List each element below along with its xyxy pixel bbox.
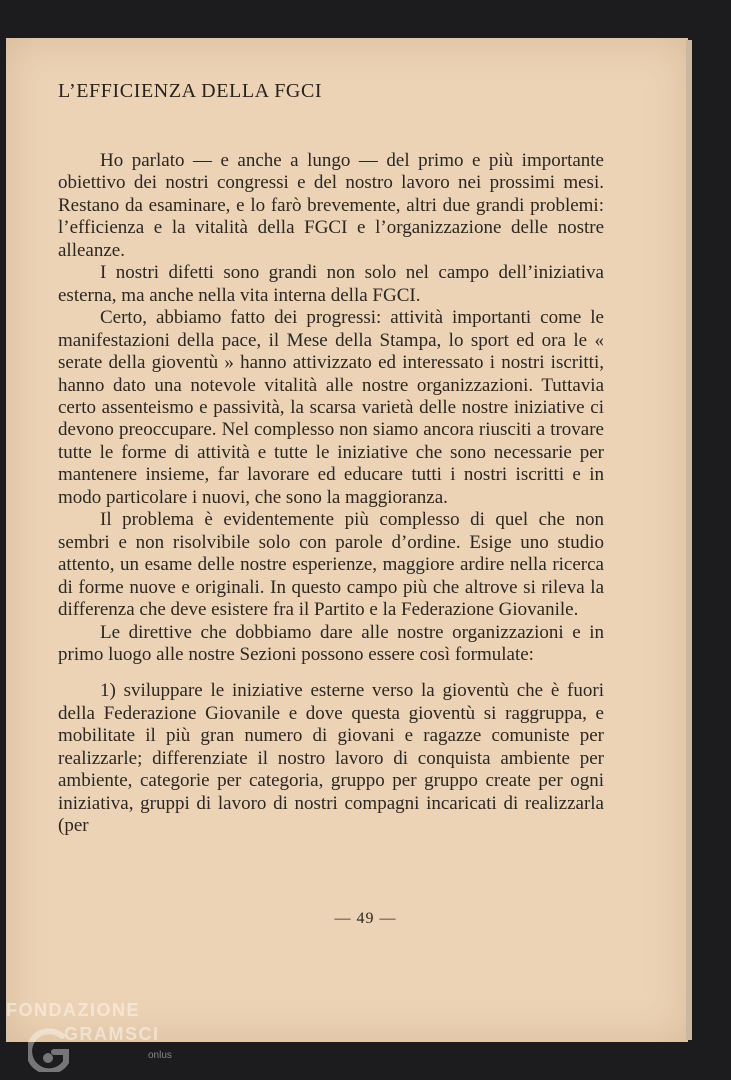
watermark-suffix: onlus: [148, 1050, 172, 1061]
page-number: — 49 —: [334, 910, 397, 927]
watermark: [6, 1000, 196, 1072]
watermark-name: GRAMSCI: [64, 1024, 160, 1044]
page-edge: [686, 40, 692, 1040]
list-point: 1) sviluppare le iniziative esterne verso la gioventù che è fuori della Federazione Giovanile e dove questa gioventù si raggruppa, e mobilitate il più gran numero di giovani e ragazze comuniste per realizzarle; differenziate il nostro lavoro di conquista ambiente per ambiente, categorie per categoria, gruppo per gruppo create per ogni iniziativa, gruppi di lavoro di nostri compagni incaricati di realizzarla (per: [58, 680, 604, 837]
paragraph: Certo, abbiamo fatto dei progressi: attività importanti come le manifestazioni della pace, il Mese della Stampa, lo sport ed ora le « serate della gioventù » hanno attivizzato ed interessato i nostri iscritti, hanno dato una notevole vitalità alle nostre organizzazioni. Tuttavia certo assenteismo e passività, la scarsa varietà delle nostre iniziative ci devono preoccupare. Nel complesso non siamo ancora riusciti a trovare tutte le forme di attività e tutte le iniziative che sono necessarie per mantenere insieme, far lavorare ed educare tutti i nostri iscritti e in modo particolare i nuovi, che sono la maggioranza.: [58, 307, 604, 508]
paragraph: Il problema è evidentemente più complesso di quel che non sembri e non risolvibile solo con parole d’ordine. Esige uno studio attento, un esame delle nostre esperienze, maggiore ardire nella ricerca di forme nuove e originali. In questo campo più che altrove si rileva la differenza che deve esistere fra il Partito e la Federazione Giovanile.: [58, 509, 604, 621]
paragraph: Le direttive che dobbiamo dare alle nostre organizzazioni e in primo luogo alle nostre Sezioni possono essere così formulate:: [58, 621, 604, 665]
paragraph: Ho parlato — e anche a lungo — del primo e più importante obiettivo dei nostri congressi e del nostro lavoro nei prossimi mesi. Restano da esaminare, e lo farò brevemente, altri due grandi problemi: l’efficienza e la vitalità della FGCI e l’organizzazione delle nostre alleanze.: [58, 150, 604, 261]
chapter-title: L’EFFICIENZA DELLA FGCI: [58, 80, 323, 102]
body-text: [58, 150, 604, 838]
watermark-organization: FONDAZIONE: [6, 1000, 140, 1020]
paragraph: I nostri difetti sono grandi non solo nel campo dell’iniziativa esterna, ma anche nella vita interna della FGCI.: [58, 262, 604, 306]
